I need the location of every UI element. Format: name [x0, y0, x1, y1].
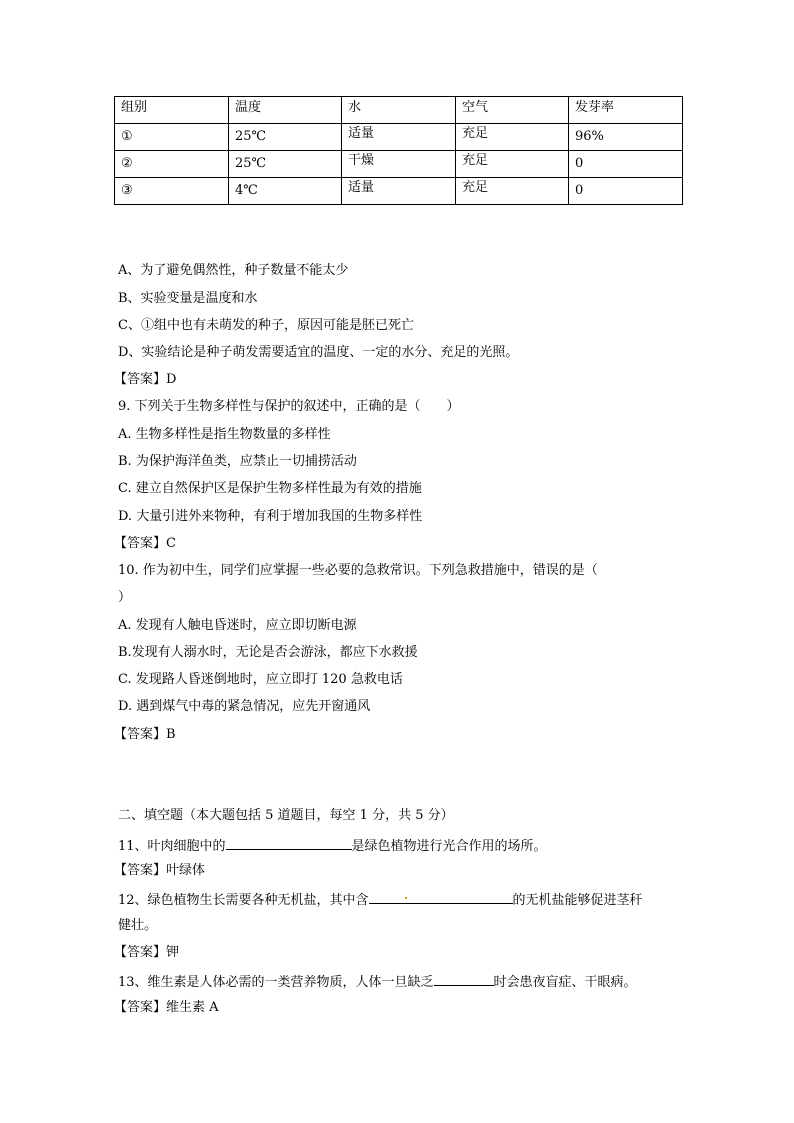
q8-option-b: B、实验变量是温度和水 — [118, 291, 258, 306]
table-header-cell: 空气 — [456, 97, 569, 124]
q12-blank-dot — [405, 897, 407, 899]
q11-stem-post: 是绿色植物进行光合作用的场所。 — [351, 839, 547, 854]
q9-option-d: D. 大量引进外来物种，有利于增加我国的生物多样性 — [118, 509, 423, 524]
table-cell: 25℃ — [229, 124, 342, 151]
table-row — [115, 124, 683, 151]
q11-stem — [118, 835, 547, 856]
table-cell: 充足 — [456, 178, 569, 205]
q10-option-d: D. 遇到煤气中毒的紧急情况，应先开窗通风 — [118, 699, 371, 714]
q10-option-c: C. 发现路人昏迷倒地时，应立即打 120 急救电话 — [118, 672, 403, 687]
q12-stem — [118, 889, 643, 910]
q9-option-b: B. 为保护海洋鱼类，应禁止一切捕捞活动 — [118, 454, 357, 469]
table-cell: 0 — [569, 151, 683, 178]
table-cell: 4℃ — [229, 178, 342, 205]
q13-stem-post: 时会患夜盲症、干眼病。 — [493, 975, 637, 990]
table-row — [115, 178, 683, 205]
q10-option-a: A. 发现有人触电昏迷时，应立即切断电源 — [118, 618, 357, 633]
table-cell: 充足 — [456, 124, 569, 151]
q13-stem-pre: 13、维生素是人体必需的一类营养物质，人体一旦缺乏 — [118, 975, 434, 990]
q12-stem-line2: 健壮。 — [118, 918, 158, 933]
table-cell: 适量 — [342, 124, 456, 151]
q12-blank — [369, 889, 513, 904]
table-cell: 充足 — [456, 151, 569, 178]
q9-stem: 9. 下列关于生物多样性与保护的叙述中，正确的是（ ） — [118, 399, 460, 414]
q13-answer: 【答案】维生素 A — [114, 1000, 219, 1015]
experiment-table — [114, 96, 683, 205]
q12-stem-post: 的无机盐能够促进茎秆 — [512, 893, 643, 908]
q8-answer: 【答案】D — [114, 372, 177, 387]
q9-answer: 【答案】C — [114, 536, 176, 551]
table-cell: 96% — [569, 124, 683, 151]
q9-option-c: C. 建立自然保护区是保护生物多样性最为有效的措施 — [118, 481, 422, 496]
q10-stem-line1: 10. 作为初中生，同学们应掌握一些必要的急救常识。下列急救措施中，错误的是（ — [118, 563, 598, 578]
q11-stem-pre: 11、叶肉细胞中的 — [118, 839, 226, 854]
table-cell: 适量 — [342, 178, 456, 205]
q11-blank — [226, 835, 352, 850]
table-header-cell: 发芽率 — [569, 97, 683, 124]
table-header-cell: 组别 — [115, 97, 229, 124]
q10-stem-line2: ） — [118, 590, 132, 605]
table-cell: 25℃ — [229, 151, 342, 178]
q13-stem — [118, 971, 637, 992]
q8-option-d: D、实验结论是种子萌发需要适宜的温度、一定的水分、充足的光照。 — [118, 345, 519, 360]
q10-option-b: B.发现有人溺水时，无论是否会游泳，都应下水救援 — [118, 645, 418, 660]
table-row — [115, 151, 683, 178]
table-cell: ② — [115, 151, 229, 178]
q12-stem-pre: 12、绿色植物生长需要各种无机盐，其中含 — [118, 893, 369, 908]
q8-option-a: A、为了避免偶然性，种子数量不能太少 — [118, 263, 349, 278]
q12-answer: 【答案】钾 — [114, 945, 180, 960]
table-cell: 干燥 — [342, 151, 456, 178]
table-cell: ① — [115, 124, 229, 151]
table-header-cell: 水 — [342, 97, 456, 124]
section2-title: 二、填空题（本大题包括 5 道题目，每空 1 分，共 5 分） — [118, 808, 454, 823]
q8-option-c: C、①组中也有未萌发的种子，原因可能是胚已死亡 — [118, 318, 414, 333]
q9-option-a: A. 生物多样性是指生物数量的多样性 — [118, 427, 331, 442]
table-cell: ③ — [115, 178, 229, 205]
table-header-row — [115, 97, 683, 124]
q10-answer: 【答案】B — [114, 727, 176, 742]
table-header-cell: 温度 — [229, 97, 342, 124]
table-cell: 0 — [569, 178, 683, 205]
q11-answer: 【答案】叶绿体 — [114, 863, 206, 878]
q13-blank — [434, 971, 494, 986]
